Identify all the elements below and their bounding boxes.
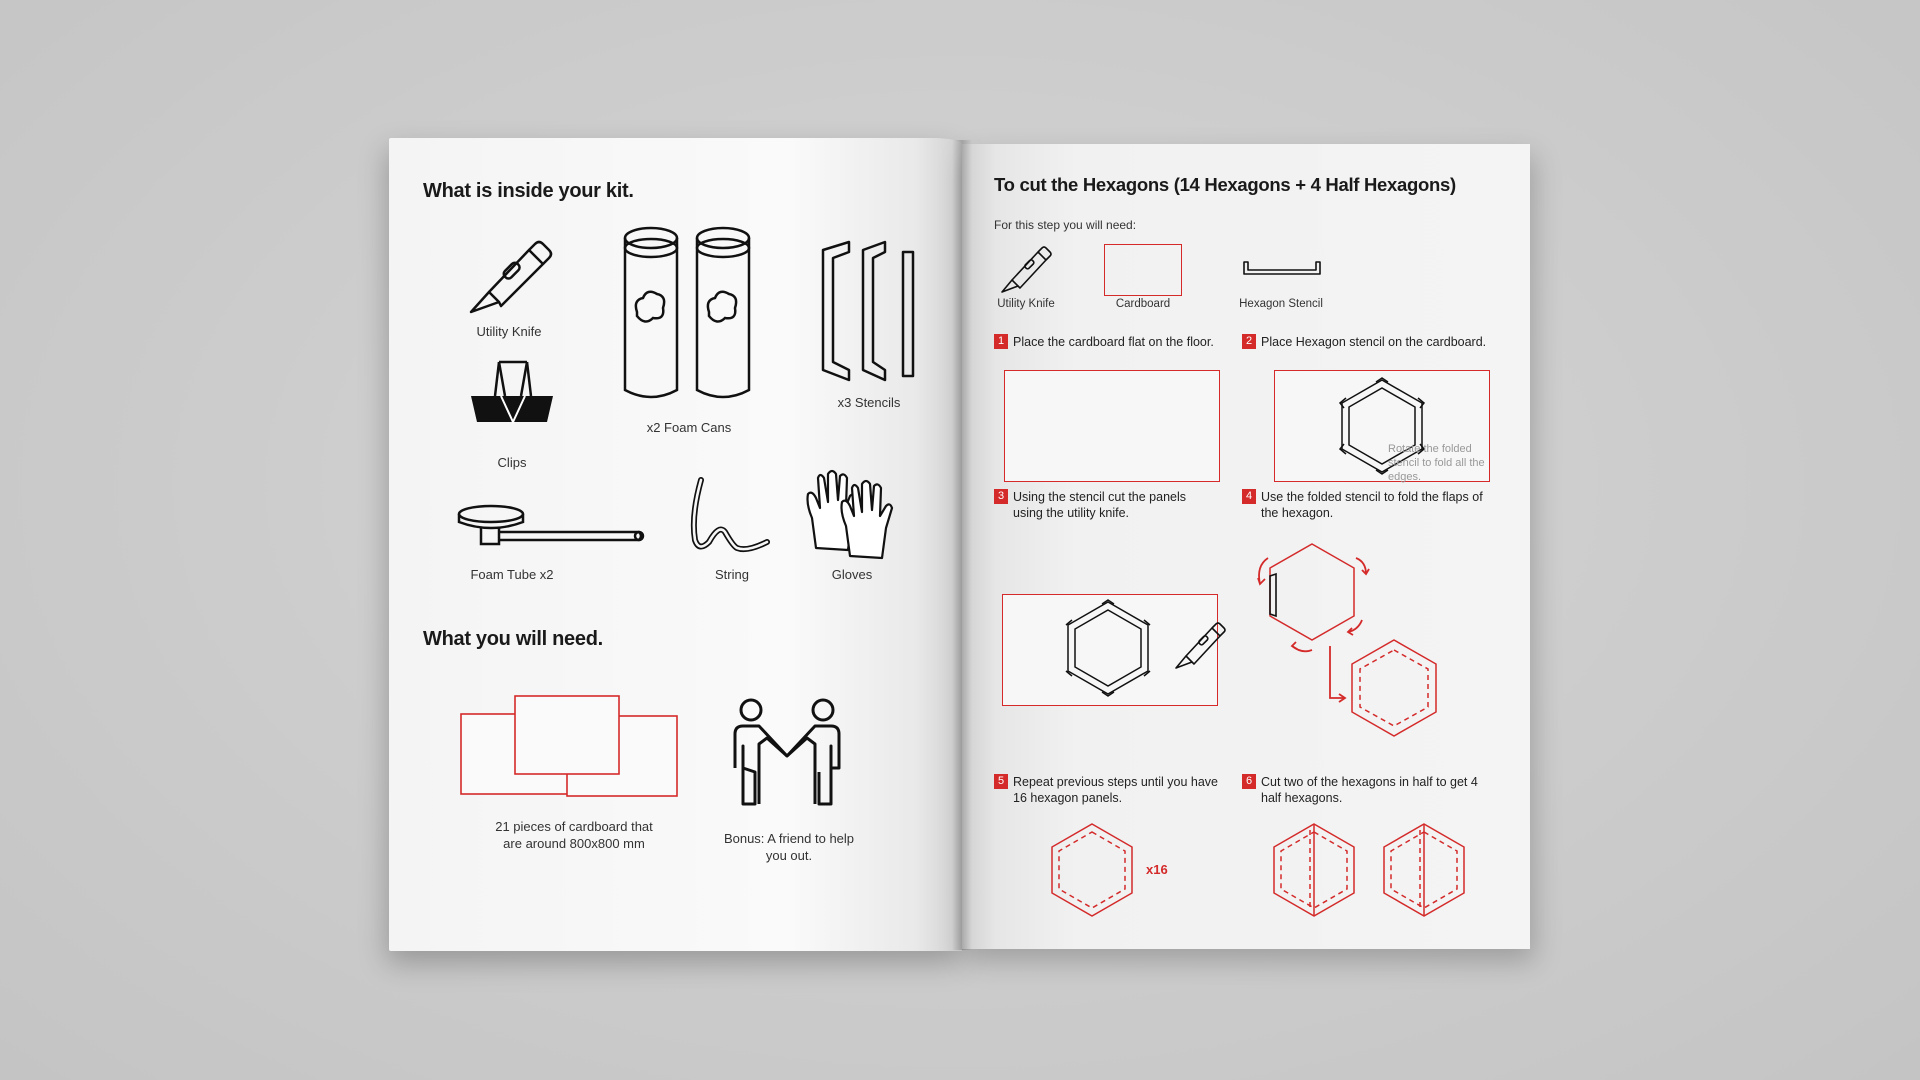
kit-heading: What is inside your kit. bbox=[423, 180, 634, 202]
friend-label: Bonus: A friend to help you out. bbox=[723, 831, 855, 863]
step-4-number: 4 bbox=[1242, 489, 1256, 504]
stencils-label: x3 Stencils bbox=[837, 395, 901, 410]
foam-tube-label: Foam Tube x2 bbox=[470, 567, 554, 582]
step-5-text: Repeat previous steps until you have 16 hexagon panels. bbox=[1013, 775, 1218, 805]
utility-knife-label: Utility Knife bbox=[476, 324, 542, 339]
tool-utility-knife-label: Utility Knife bbox=[997, 298, 1055, 310]
left-page bbox=[389, 138, 962, 951]
string-icon bbox=[687, 476, 777, 556]
step-3-text: Using the stencil cut the panels using the utility knife. bbox=[1013, 490, 1187, 520]
step-1-number: 1 bbox=[994, 334, 1008, 349]
step-2 bbox=[1242, 334, 1512, 350]
step-1-text: Place the cardboard flat on the floor. bbox=[1013, 335, 1214, 349]
cardboard-icon bbox=[1104, 244, 1182, 296]
step-1-cardboard-illustration bbox=[1004, 370, 1220, 482]
right-page bbox=[962, 144, 1530, 949]
cardboard-pieces-label: 21 pieces of cardboard that are around 800x800 mm bbox=[495, 819, 653, 851]
step-1 bbox=[994, 334, 1234, 350]
step-3 bbox=[994, 489, 1214, 521]
string-label: String bbox=[715, 567, 749, 582]
step-2-text: Place Hexagon stencil on the cardboard. bbox=[1261, 335, 1487, 349]
foam-tube-icon bbox=[457, 504, 647, 554]
need-heading: What you will need. bbox=[423, 628, 603, 650]
step-6-number: 6 bbox=[1242, 774, 1256, 789]
foam-cans-icon bbox=[619, 224, 759, 414]
half-hexagons-icon bbox=[1272, 822, 1492, 922]
hexagon-heading: To cut the Hexagons (14 Hexagons + 4 Half Hexagons) bbox=[994, 174, 1456, 195]
step-6-text: Cut two of the hexagons in half to get 4 half hexagons. bbox=[1261, 775, 1478, 805]
step-5 bbox=[994, 774, 1234, 806]
stencils-icon bbox=[819, 242, 919, 382]
utility-knife-icon bbox=[459, 228, 559, 328]
cut-hexagon-with-knife-icon bbox=[1062, 600, 1232, 700]
clips-label: Clips bbox=[497, 455, 527, 470]
tool-hexagon-stencil-label: Hexagon Stencil bbox=[1239, 298, 1323, 310]
binder-clip-icon bbox=[467, 360, 557, 450]
step-6 bbox=[1242, 774, 1512, 806]
rotate-note: Rotate the folded stencil to fold all the edges. bbox=[1388, 443, 1485, 483]
gloves-icon bbox=[802, 468, 902, 558]
step-5-number: 5 bbox=[994, 774, 1008, 789]
intro-text: For this step you will need: bbox=[994, 218, 1137, 232]
fold-flaps-illustration bbox=[1232, 530, 1482, 760]
cardboard-pieces-icon bbox=[459, 694, 679, 804]
repeat-count: x16 bbox=[1146, 862, 1168, 877]
step-3-number: 3 bbox=[994, 489, 1008, 504]
hexagon-panel-icon bbox=[1050, 822, 1140, 922]
step-4-text: Use the folded stencil to fold the flaps of the hexagon. bbox=[1261, 490, 1483, 520]
foam-cans-label: x2 Foam Cans bbox=[646, 420, 732, 435]
step-4 bbox=[1242, 489, 1512, 521]
hexagon-stencil-icon bbox=[1242, 260, 1322, 280]
gloves-label: Gloves bbox=[831, 567, 873, 582]
step-2-number: 2 bbox=[1242, 334, 1256, 349]
utility-knife-small-icon bbox=[998, 244, 1058, 296]
two-people-icon bbox=[729, 698, 849, 813]
tool-cardboard-label: Cardboard bbox=[1115, 298, 1171, 310]
